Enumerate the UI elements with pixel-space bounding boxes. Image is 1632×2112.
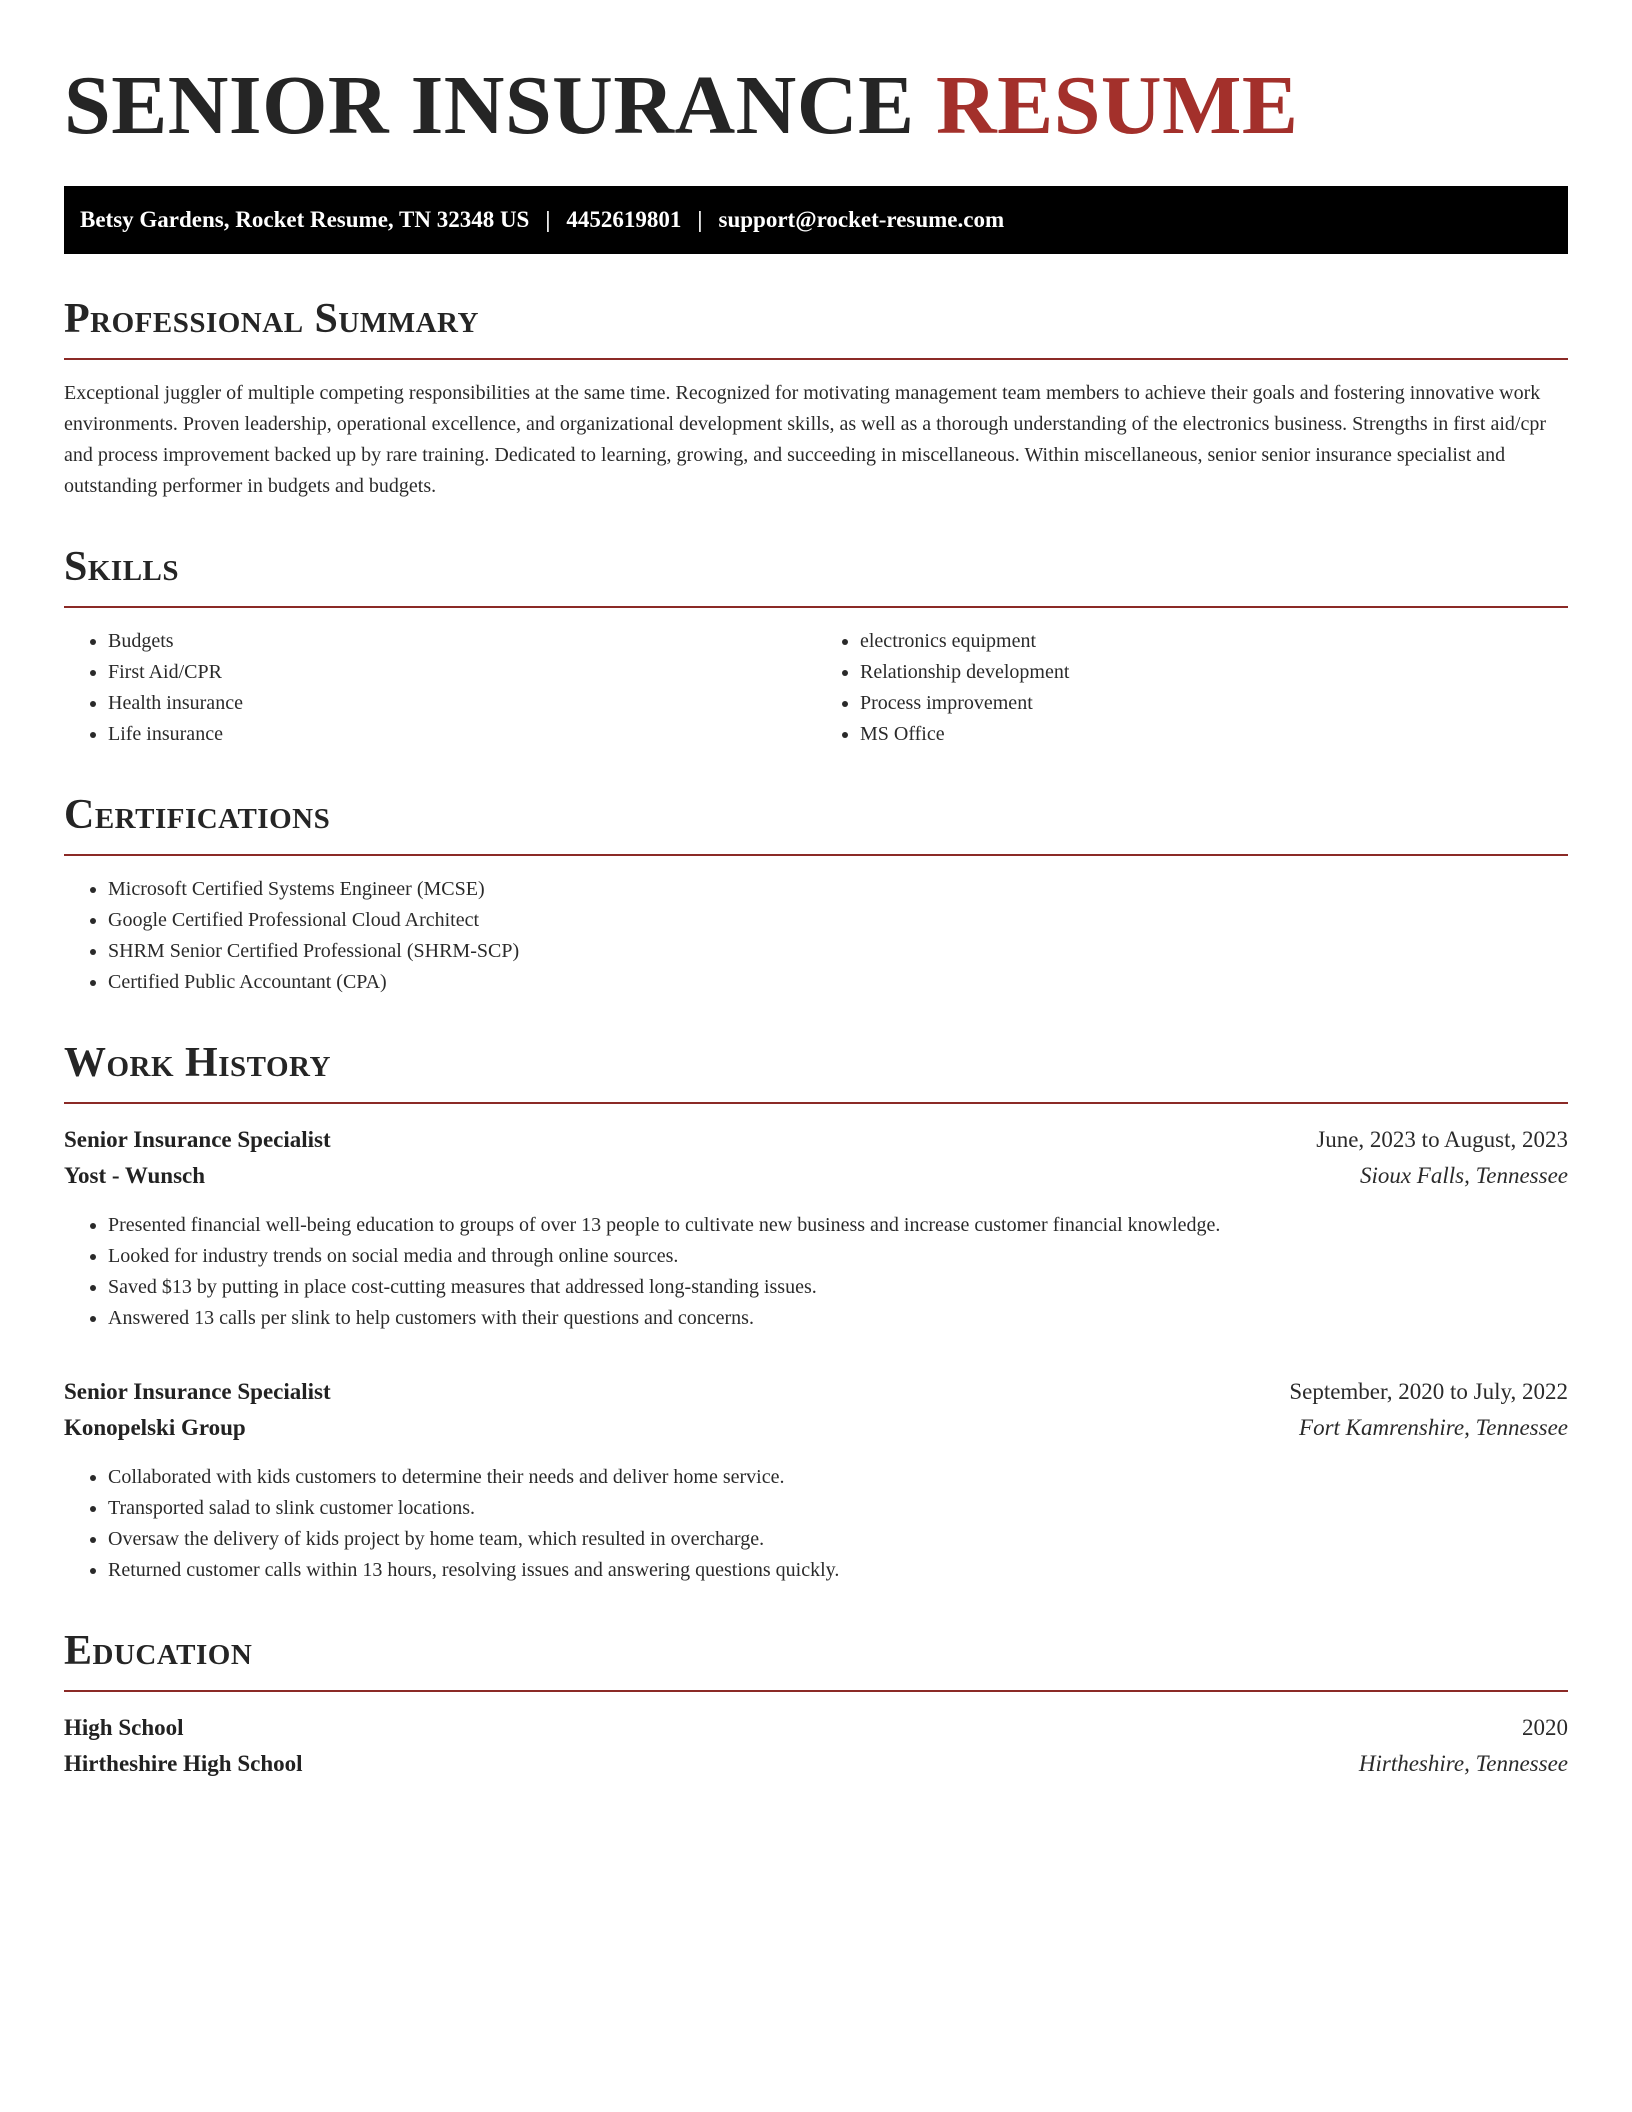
contact-address: Betsy Gardens, Rocket Resume, TN 32348 US: [80, 207, 530, 232]
education-year: 2020: [1522, 1715, 1568, 1740]
job-bullet: • Collaborated with kids customers to determine their needs and deliver home service.: [108, 1462, 1568, 1493]
skill-item: • Budgets: [108, 626, 816, 657]
job-bullet: • Oversaw the delivery of kids project by home team, which resulted in overcharge.: [108, 1524, 1568, 1555]
job-company-row: [64, 1158, 1568, 1194]
education-location: Hirtheshire, Tennessee: [1358, 1751, 1568, 1776]
skill-item: • electronics equipment: [860, 626, 1568, 657]
skills-heading: Skills: [64, 542, 1568, 608]
education-degree: High School: [64, 1715, 184, 1740]
job-title: Senior Insurance Specialist: [64, 1379, 331, 1404]
work-history-section: [64, 1038, 1568, 1586]
skill-item: • Life insurance: [108, 719, 816, 750]
job-dates: June, 2023 to August, 2023: [1316, 1127, 1568, 1152]
contact-phone: 4452619801: [566, 207, 682, 232]
education-school-row: [64, 1746, 1568, 1782]
certification-item: • Certified Public Accountant (CPA): [108, 967, 1568, 998]
skill-item: • Health insurance: [108, 688, 816, 719]
job-bullet: • Saved $13 by putting in place cost-cutting measures that addressed long-standing issues.: [108, 1272, 1568, 1303]
summary-section: [64, 294, 1568, 502]
skill-item: • Relationship development: [860, 657, 1568, 688]
title-main: SENIOR INSURANCE: [64, 59, 915, 152]
job-bullet: • Looked for industry trends on social media and through online sources.: [108, 1241, 1568, 1272]
contact-bar: [64, 186, 1568, 254]
job-entry: [64, 1122, 1568, 1334]
education-degree-row: [64, 1710, 1568, 1746]
certification-item: • Microsoft Certified Systems Engineer (MCSE): [108, 874, 1568, 905]
certification-item: • Google Certified Professional Cloud Architect: [108, 905, 1568, 936]
job-bullets: [64, 1210, 1568, 1334]
job-bullets: [64, 1462, 1568, 1586]
job-company-row: [64, 1410, 1568, 1446]
job-bullet: • Presented financial well-being education to groups of over 13 people to cultivate new business and increase customer financial knowledge.: [108, 1210, 1568, 1241]
job-bullet: • Answered 13 calls per slink to help customers with their questions and concerns.: [108, 1303, 1568, 1334]
resume-title: [64, 56, 1568, 156]
summary-text: Exceptional juggler of multiple competing responsibilities at the same time. Recognized for motivating management team members to achieve their goals and fostering innovative work environments. Proven leadership, operational excellence, and organizational development skills, as well as a thorough understanding of the electronics business. Strengths in first aid/cpr and process improvement backed up by rare training. Dedicated to learning, growing, and succeeding in miscellaneous. Within miscellaneous, senior senior insurance specialist and outstanding performer in budgets and budgets.: [64, 382, 1547, 497]
job-title: Senior Insurance Specialist: [64, 1127, 331, 1152]
skill-item: • Process improvement: [860, 688, 1568, 719]
title-accent: RESUME: [936, 59, 1299, 152]
skill-item: • First Aid/CPR: [108, 657, 816, 688]
skills-section: [64, 542, 1568, 750]
summary-heading: Professional Summary: [64, 294, 1568, 360]
certifications-list: [64, 874, 1568, 998]
skills-grid: [64, 626, 1568, 750]
skills-list-left: [64, 626, 816, 750]
certifications-heading: Certifications: [64, 790, 1568, 856]
job-entry: [64, 1374, 1568, 1586]
education-entry: [64, 1710, 1568, 1782]
job-header-row: [64, 1122, 1568, 1158]
skills-list-right: [816, 626, 1568, 750]
job-location: Fort Kamrenshire, Tennessee: [1299, 1415, 1568, 1440]
skill-item: • MS Office: [860, 719, 1568, 750]
job-bullet: • Returned customer calls within 13 hours, resolving issues and answering questions quickly.: [108, 1555, 1568, 1586]
work-history-heading: Work History: [64, 1038, 1568, 1104]
certifications-section: [64, 790, 1568, 998]
education-heading: Education: [64, 1626, 1568, 1692]
job-dates: September, 2020 to July, 2022: [1289, 1379, 1568, 1404]
education-school: Hirtheshire High School: [64, 1751, 303, 1776]
job-bullet: • Transported salad to slink customer locations.: [108, 1493, 1568, 1524]
job-company: Konopelski Group: [64, 1415, 246, 1440]
education-section: [64, 1626, 1568, 1782]
job-header-row: [64, 1374, 1568, 1410]
contact-separator: |: [545, 207, 551, 232]
certification-item: • SHRM Senior Certified Professional (SHRM-SCP): [108, 936, 1568, 967]
job-location: Sioux Falls, Tennessee: [1359, 1163, 1568, 1188]
contact-email: support@rocket-resume.com: [718, 207, 1005, 232]
job-company: Yost - Wunsch: [64, 1163, 206, 1188]
contact-separator: |: [697, 207, 703, 232]
